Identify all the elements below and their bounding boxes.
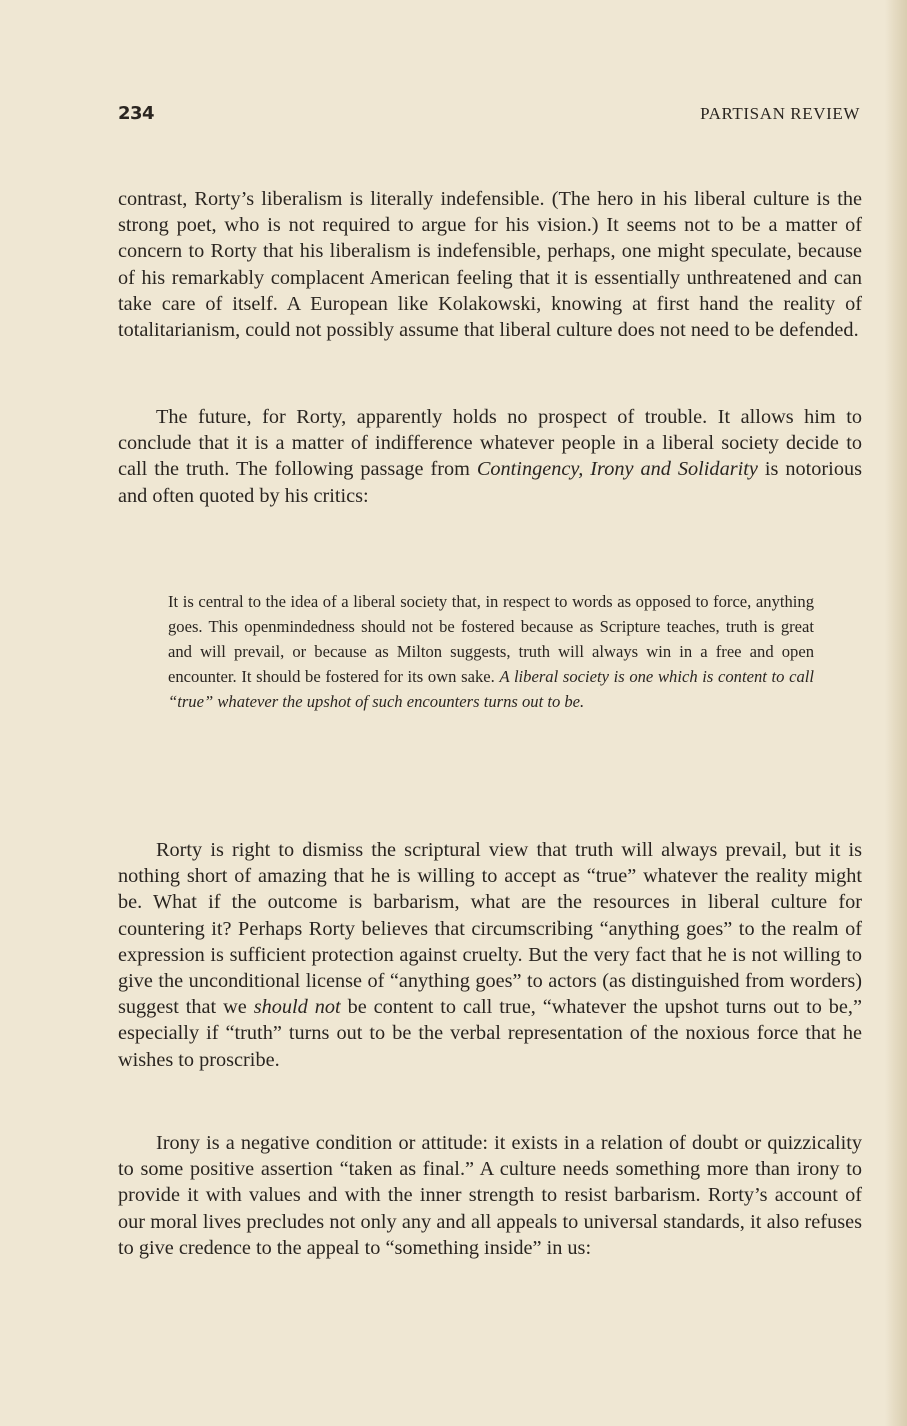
running-head: PARTISAN REVIEW [700,104,860,123]
book-title: Contingency, Irony and Solidarity [476,458,758,481]
paragraph-3-text-end: be content to call true, “whatever the upshot turns out to be,” especially if “truth” turns out to be the verbal representation of the noxious force that he wishes to proscribe. [118,996,862,1071]
page-header [118,103,860,129]
paragraph-2 [118,404,862,509]
block-quote-plain: It is central to the idea of a liberal society that, in respect to words as opposed to force, anything goes. This openmindedness should not be fostered because as Scripture teaches, truth is great and will prevail, or because as Milton suggests, truth will always win in a free and open encounter. It should be fostered for its own sake. [168,592,814,687]
paragraph-3 [118,837,862,1073]
paragraph-3-text-start: Rorty is right to dismiss the scriptural view that truth will always prevail, but it is nothing short of amazing that he is willing to accept as “true” whatever the reality might be. What if the outcome is barbarism, what are the resources in liberal culture for countering it? Perhaps Rorty believes that circumscribing “anything goes” to the realm of expression is sufficient protection against cruelty. But the very fact that he is not willing to give the unconditional license of “anything goes” to actors (as distinguished from worders) suggest that we [118,839,862,1019]
block-quote [168,589,814,714]
paragraph-4: Irony is a negative condition or attitude: it exists in a relation of doubt or quizzicality to some positive assertion “taken as final.” A culture needs something more than irony to provide it with values and with the inner strength to resist barbarism. Rorty’s account of our moral lives precludes not only any and all appeals to universal standards, it also refuses to give credence to the appeal to “something inside” in us: [118,1132,862,1259]
paragraph-1: contrast, Rorty’s liberalism is literally indefensible. (The hero in his liberal culture is the strong poet, who is not required to argue for his vision.) It seems not to be a matter of concern to Rorty that his liberalism is indefensible, perhaps, one might speculate, because of his remarkably complacent American feeling that it is essentially unthreatened and can take care of itself. A European like Kolakowski, knowing at first hand the reality of totalitarianism, could not possibly assume that liberal culture does not need to be defended. [118,188,862,342]
paragraph-2-text-start: The future, for Rorty, apparently holds no prospect of trouble. It allows him to conclude that it is a matter of indifference whatever people in a liberal society decide to call the truth. The following passage from [118,406,862,481]
page-edge-shadow [885,0,907,1426]
block-quote-italic: A liberal society is one which is content to call “true” whatever the upshot of such encounters turns out to be. [168,667,814,712]
page-number: 234 [118,103,155,124]
paragraph-2-text-end: is notorious and often quoted by his critics: [118,458,862,507]
paragraph-3-emphasis: should not [253,996,341,1019]
